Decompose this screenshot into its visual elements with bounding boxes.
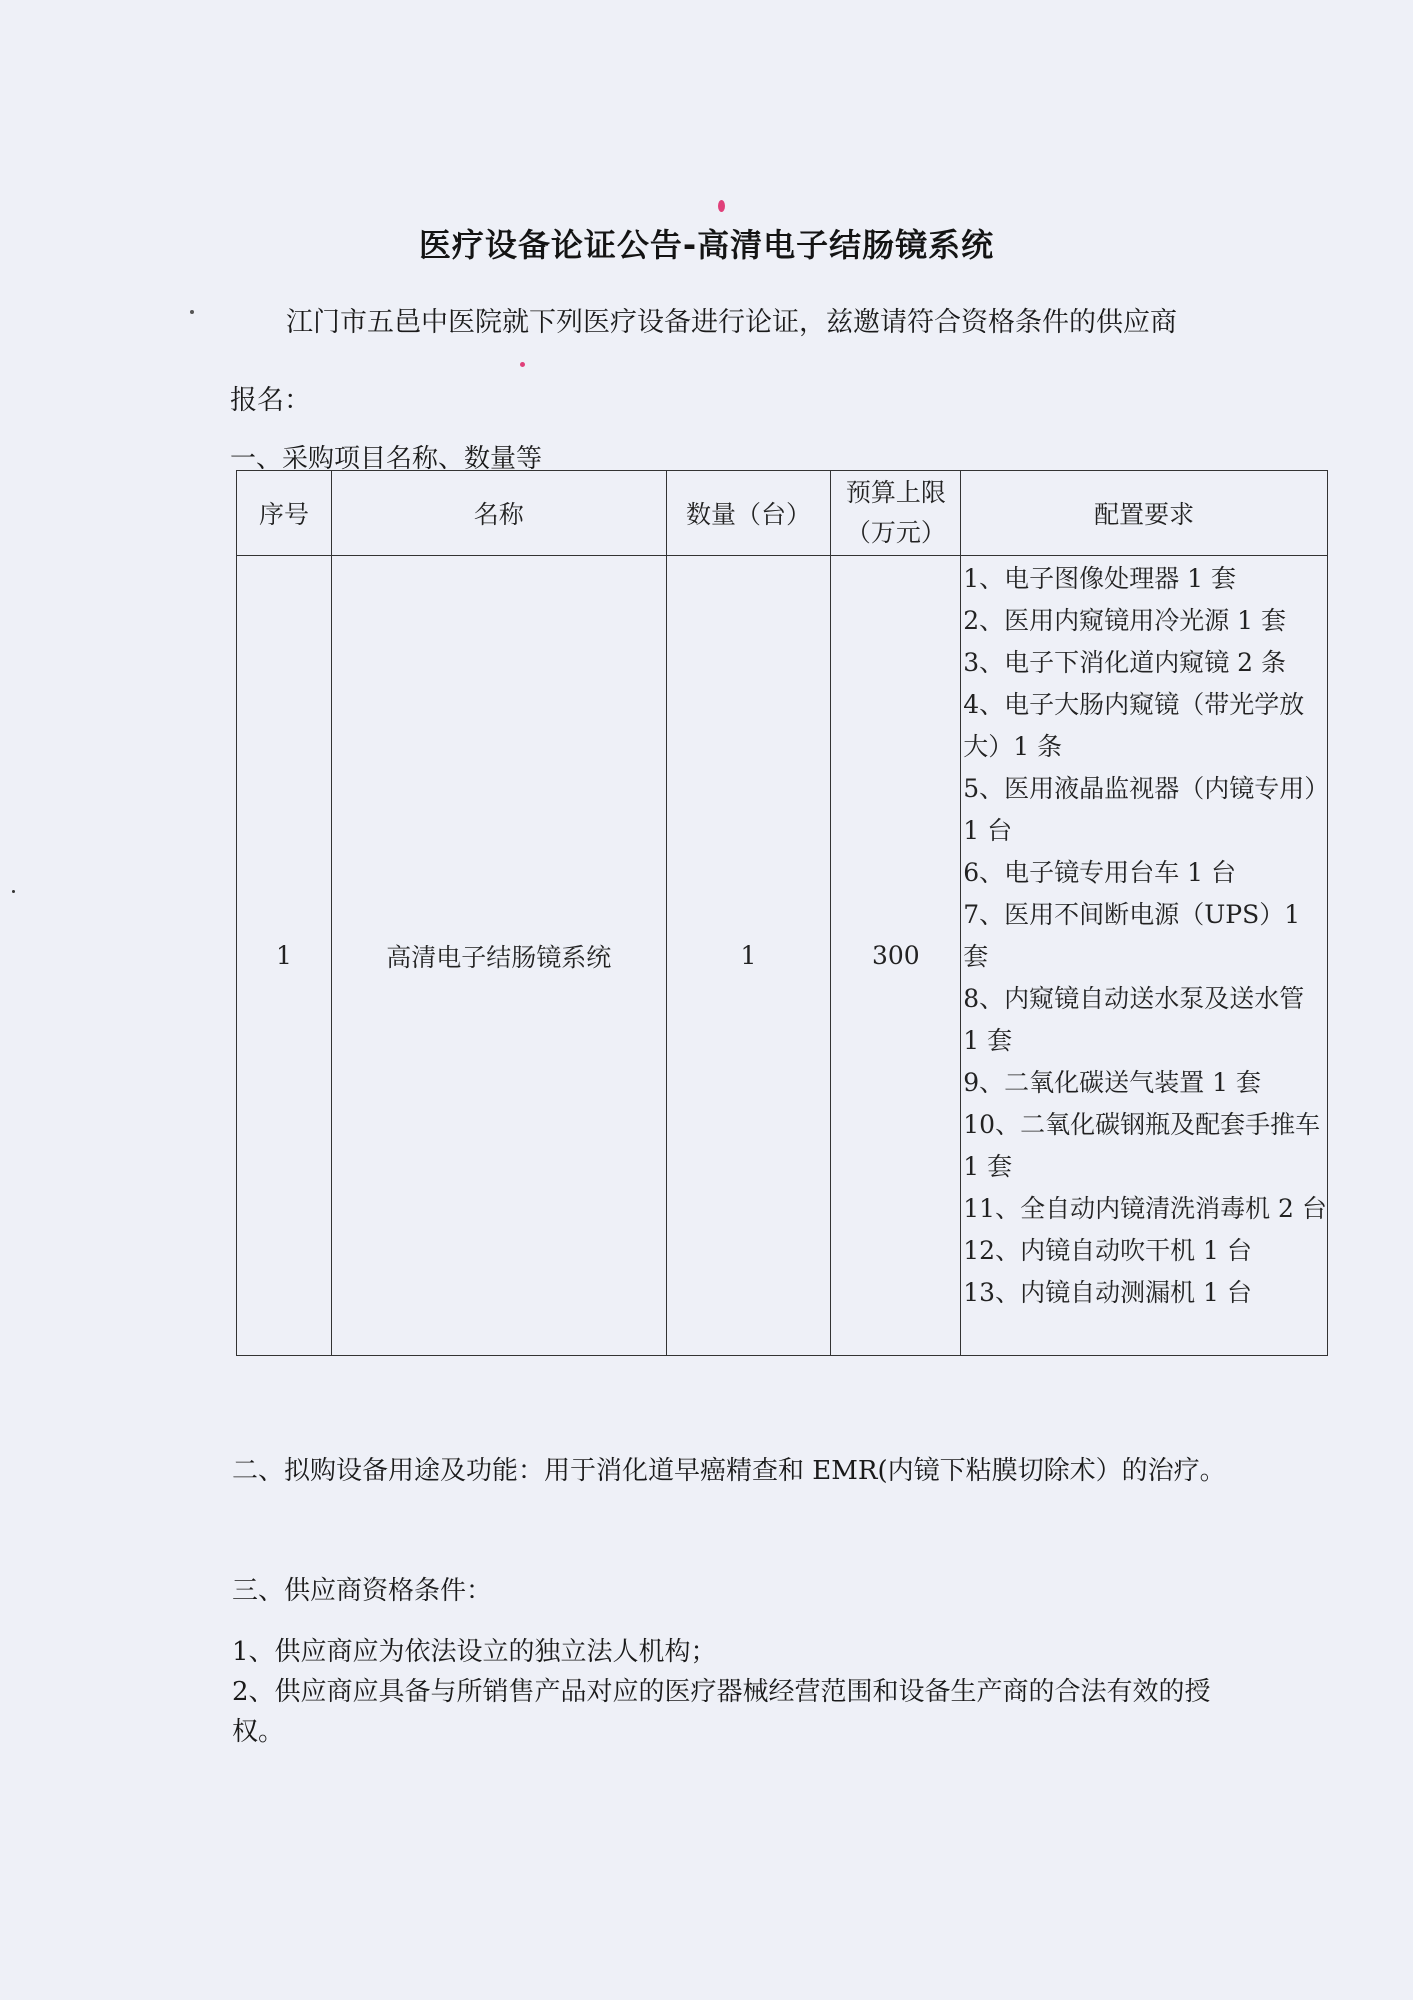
section2 xyxy=(232,1445,1232,1497)
table-header-row xyxy=(237,471,1328,556)
config-item: 9、二氧化碳送气装置 1 套 xyxy=(963,1068,1261,1097)
section3-heading: 三、供应商资格条件： xyxy=(232,1576,493,1606)
config-item: 4、电子大肠内窥镜（带光学放大）1 条 xyxy=(963,690,1305,761)
config-item: 11、全自动内镜清洗消毒机 2 台 xyxy=(963,1194,1327,1223)
cell-index: 1 xyxy=(237,556,332,1356)
requirements-list xyxy=(232,1632,1232,1752)
config-item: 3、电子下消化道内窥镜 2 条 xyxy=(963,648,1286,677)
intro-paragraph-cont: 报名： xyxy=(230,385,311,416)
cell-quantity: 1 xyxy=(666,556,831,1356)
table-row xyxy=(237,556,1328,1356)
header-budget-line2: （万元） xyxy=(845,518,946,547)
section2-heading: 二、拟购设备用途及功能： xyxy=(232,1456,545,1486)
header-budget-line1: 预算上限 xyxy=(845,478,946,507)
cell-budget: 300 xyxy=(831,556,961,1356)
config-item: 5、医用液晶监视器（内镜专用）1 台 xyxy=(963,774,1317,845)
header-config: 配置要求 xyxy=(961,471,1328,556)
scan-speck xyxy=(190,310,194,314)
config-item: 13、内镜自动测漏机 1 台 xyxy=(963,1278,1252,1307)
cell-config xyxy=(961,556,1328,1356)
config-item: 12、内镜自动吹干机 1 台 xyxy=(963,1236,1252,1265)
config-item: 7、医用不间断电源（UPS）1 套 xyxy=(963,900,1301,971)
config-item: 2、医用内窥镜用冷光源 1 套 xyxy=(963,606,1286,635)
config-item: 6、电子镜专用台车 1 台 xyxy=(963,858,1236,887)
requirement-item: 2、供应商应具备与所销售产品对应的医疗器械经营范围和设备生产商的合法有效的授权。 xyxy=(232,1677,1211,1747)
config-item: 8、内窥镜自动送水泵及送水管 1 套 xyxy=(963,984,1305,1055)
header-index: 序号 xyxy=(237,471,332,556)
config-item: 10、二氧化碳钢瓶及配套手推车 1 套 xyxy=(963,1110,1321,1181)
requirement-item: 1、供应商应为依法设立的独立法人机构； xyxy=(232,1637,717,1667)
header-quantity: 数量（台） xyxy=(666,471,831,556)
header-budget xyxy=(831,471,961,556)
scan-speck xyxy=(520,362,525,367)
intro-paragraph: 江门市五邑中医院就下列医疗设备进行论证，兹邀请符合资格条件的供应商 xyxy=(286,307,1177,338)
section2-text: 用于消化道早癌精查和 EMR(内镜下粘膜切除术）的治疗。 xyxy=(544,1456,1226,1486)
page-title: 医疗设备论证公告-高清电子结肠镜系统 xyxy=(418,226,995,264)
config-item: 1、电子图像处理器 1 套 xyxy=(963,564,1236,593)
scan-speck xyxy=(718,200,725,212)
procurement-table xyxy=(236,470,1328,1356)
section1-heading: 一、采购项目名称、数量等 xyxy=(230,444,543,474)
cell-name: 高清电子结肠镜系统 xyxy=(331,556,666,1356)
header-name: 名称 xyxy=(331,471,666,556)
scan-speck xyxy=(12,890,15,893)
